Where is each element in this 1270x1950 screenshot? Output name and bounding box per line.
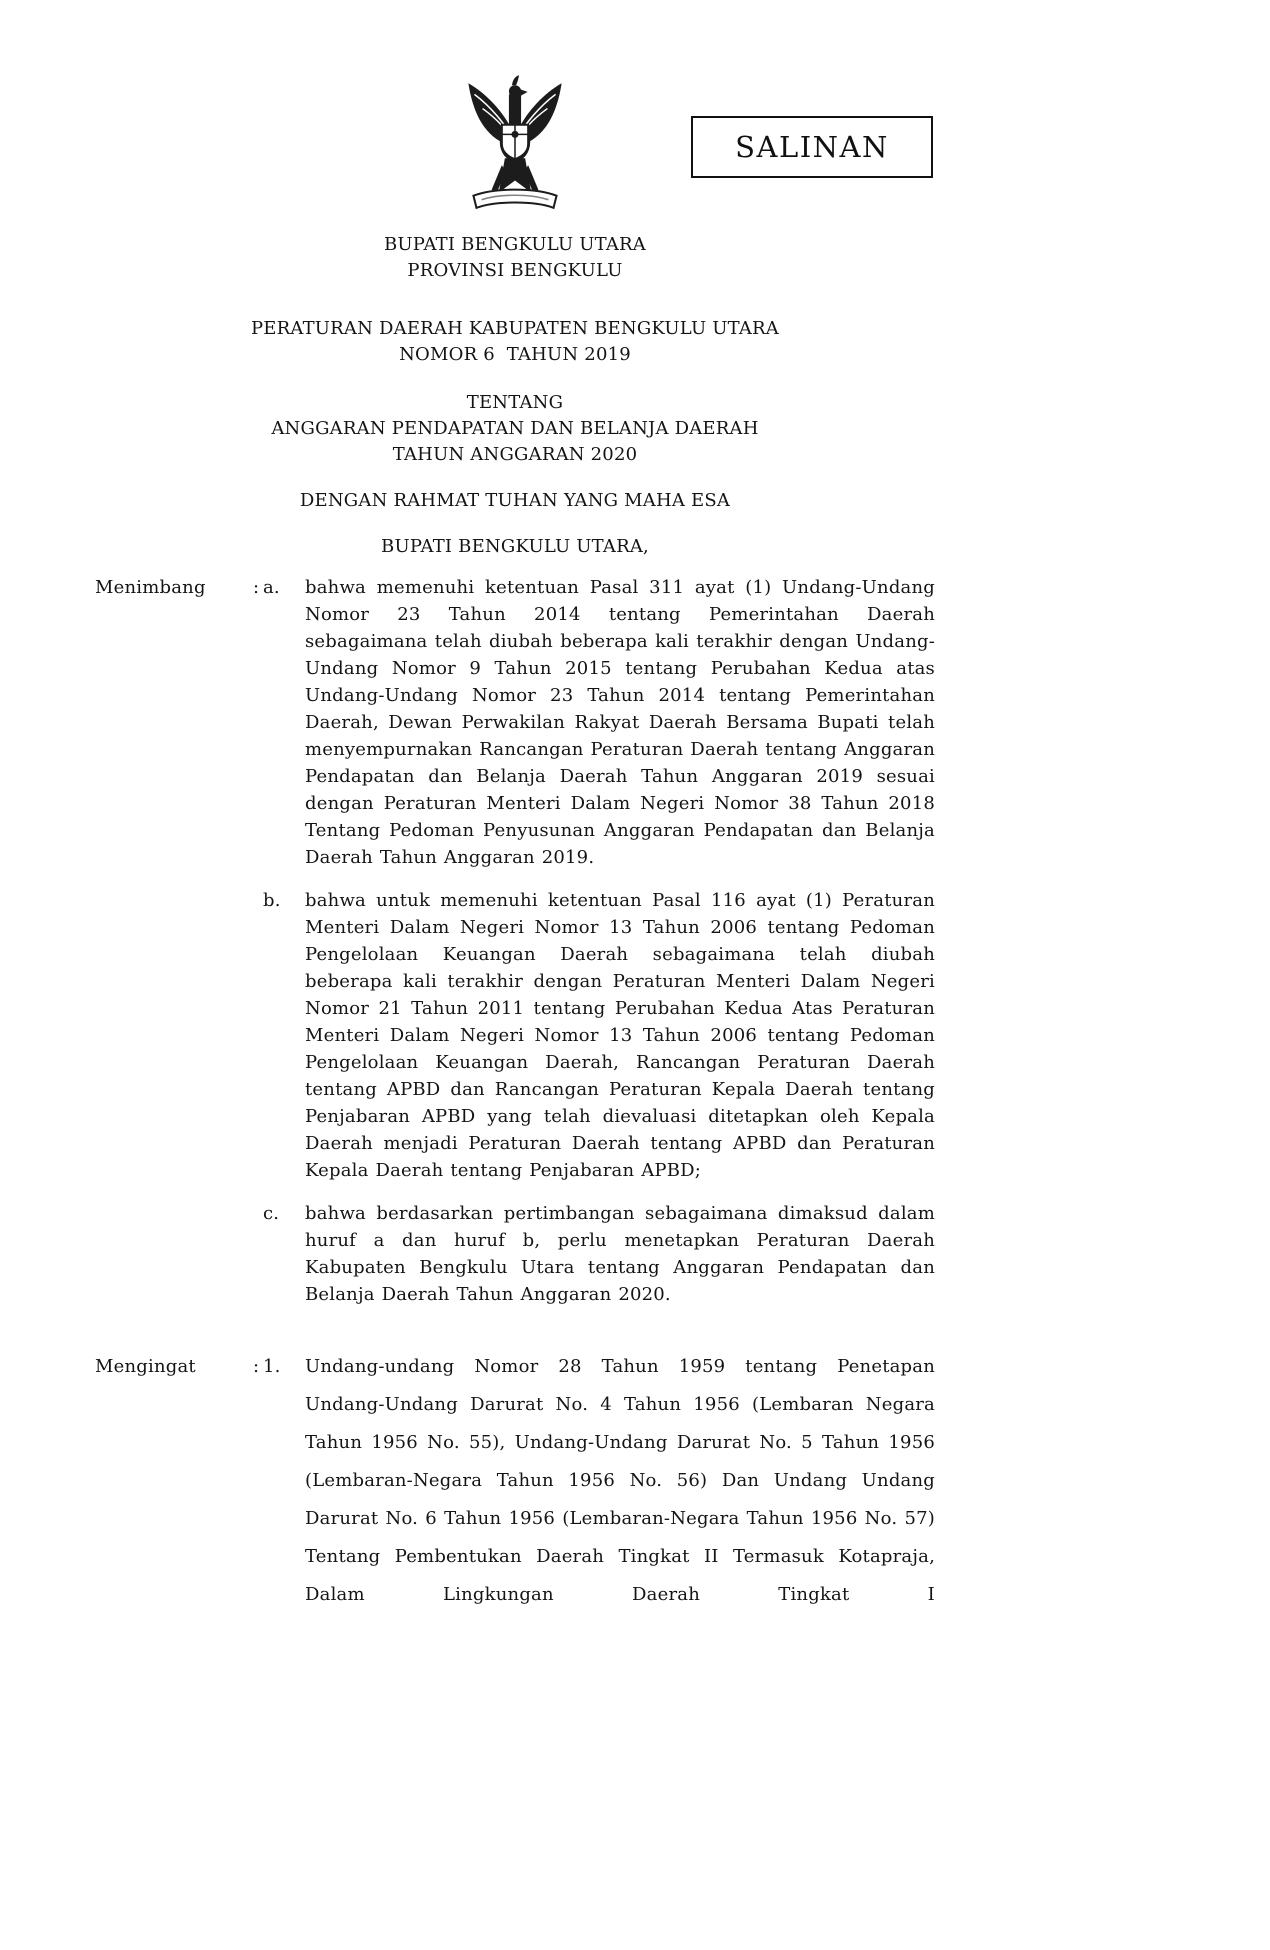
- menimbang-item-b-text: bahwa untuk memenuhi ketentuan Pasal 116 ayat (1) Peraturan Menteri Dalam Negeri Nomor 13 Tahun 2006 tentang Pedoman Pengelolaan Keuangan Daerah sebagaimana telah diubah beberapa kali terakhir dengan Peraturan Menteri Dalam Negeri Nomor 21 Tahun 2011 tentang Perubahan Kedua Atas Peraturan Menteri Dalam Negeri Nomor 13 Tahun 2006 tentang Pedoman Pengelolaan Keuangan Daerah, Rancangan Peraturan Daerah tentang APBD dan Rancangan Peraturan Kepala Daerah tentang Penjabaran APBD yang telah dievaluasi ditetapkan oleh Kepala Daerah menjadi Peraturan Daerah tentang APBD dan Peraturan Kepala Daerah tentang Penjabaran APBD;: [305, 890, 935, 1181]
- subject-title: ANGGARAN PENDAPATAN DAN BELANJA DAERAH: [271, 418, 759, 439]
- regulation-title: PERATURAN DAERAH KABUPATEN BENGKULU UTARA: [250, 318, 780, 339]
- menimbang-item-c-text: bahwa berdasarkan pertimbangan sebagaimana dimaksud dalam huruf a dan huruf b, perlu menetapkan Peraturan Daerah Kabupaten Bengkulu Utara tentang Anggaran Pendapatan dan Belanja Daerah Tahun Anggaran 2020.: [305, 1203, 935, 1305]
- subject-heading: [95, 390, 935, 468]
- subject-tentang: TENTANG: [466, 392, 564, 413]
- menimbang-item-a-text: bahwa memenuhi ketentuan Pasal 311 ayat (1) Undang-Undang Nomor 23 Tahun 2014 tentang Pemerintahan Daerah sebagaimana telah diubah beberapa kali terakhir dengan Undang-Undang Nomor 9 Tahun 2015 tentang Perubahan Kedua atas Undang-Undang Nomor 23 Tahun 2014 tentang Pemerintahan Daerah, Dewan Perwakilan Rakyat Daerah Bersama Bupati telah menyempurnakan Rancangan Peraturan Daerah tentang Anggaran Pendapatan dan Belanja Daerah Tahun Anggaran 2019 sesuai dengan Peraturan Menteri Dalam Negeri Nomor 38 Tahun 2018 Tentang Pedoman Penyusunan Anggaran Pendapatan dan Belanja Daerah Tahun Anggaran 2019.: [305, 577, 935, 868]
- subject-year: TAHUN ANGGARAN 2020: [392, 444, 638, 465]
- mengingat-item-1: [95, 1348, 935, 1614]
- issuer-line: BUPATI BENGKULU UTARA,: [381, 536, 649, 557]
- menimbang-separator: :: [253, 577, 260, 598]
- grace-line: DENGAN RAHMAT TUHAN YANG MAHA ESA: [299, 490, 731, 511]
- menimbang-item-a-marker: a.: [263, 577, 280, 598]
- garuda-pancasila-emblem: [459, 66, 571, 218]
- mengingat-item-1-marker: 1.: [263, 1356, 281, 1377]
- mengingat-item-1-text: Undang-undang Nomor 28 Tahun 1959 tentang Penetapan Undang-Undang Darurat No. 4 Tahun 1956 (Lembaran Negara Tahun 1956 No. 55), Undang-Undang Darurat No. 5 Tahun 1956 (Lembaran-Negara Tahun 1956 No. 56) Dan Undang Undang Darurat No. 6 Tahun 1956 (Lembaran-Negara Tahun 1956 No. 57) Tentang Pembentukan Daerah Tingkat II Termasuk Kotapraja, Dalam Lingkungan Daerah Tingkat I: [305, 1356, 935, 1605]
- garuda-emblem-icon: [459, 66, 571, 218]
- salinan-stamp: [691, 116, 933, 178]
- menimbang-item-b-marker: b.: [263, 890, 281, 911]
- menimbang-item-b: [95, 887, 935, 1184]
- menimbang-label: Menimbang: [95, 577, 206, 598]
- authority-line-1: BUPATI BENGKULU UTARA: [384, 234, 646, 255]
- mengingat-label: Mengingat: [95, 1356, 196, 1377]
- menimbang-item-c: [95, 1200, 935, 1308]
- salinan-stamp-label: SALINAN: [735, 130, 889, 164]
- regulation-heading: [95, 316, 935, 368]
- document-content: [95, 0, 935, 1614]
- menimbang-item-a: [95, 574, 935, 871]
- mengingat-separator: :: [253, 1356, 260, 1377]
- authority-line-2: PROVINSI BENGKULU: [407, 260, 623, 281]
- document-header: [95, 0, 935, 232]
- regulation-number: NOMOR 6 TAHUN 2019: [399, 344, 631, 365]
- menimbang-item-c-marker: c.: [263, 1203, 280, 1224]
- authority-heading: [95, 232, 935, 284]
